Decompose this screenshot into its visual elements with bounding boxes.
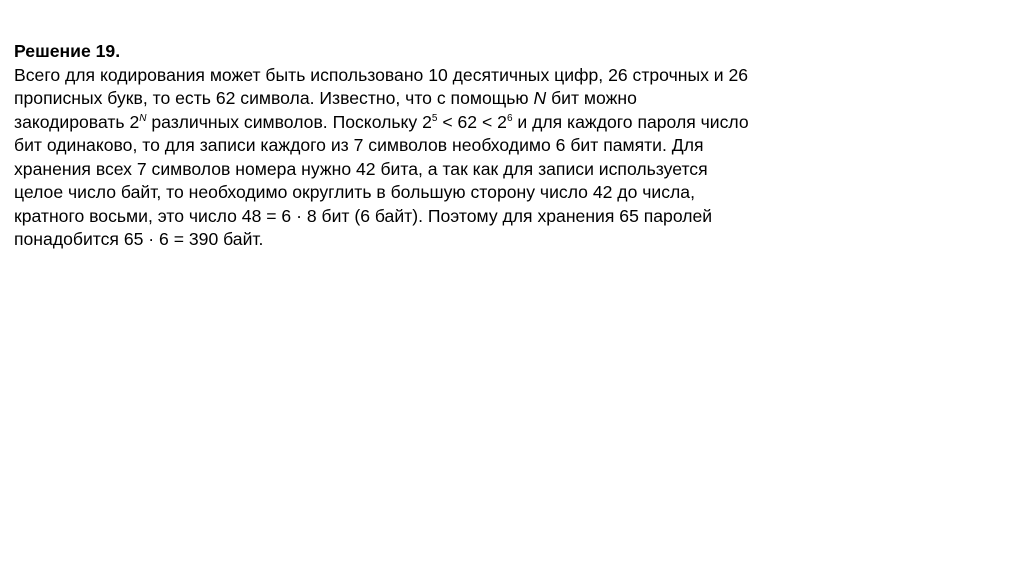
solution-line (14, 111, 894, 135)
solution-body (14, 64, 894, 252)
text-run: различных символов. Поскольку 2 (146, 111, 432, 132)
text-run: закодировать 2 (14, 111, 140, 132)
text-run: бит можно (546, 88, 637, 108)
solution-text-block (14, 40, 894, 252)
text-run: понадобится 65 · 6 = 390 байт. (14, 229, 264, 249)
superscript-exponent: N (139, 112, 147, 124)
text-run: прописных букв, то есть 62 символа. Известно, что с помощью (14, 88, 534, 108)
italic-variable: N (533, 88, 547, 108)
solution-line (14, 205, 894, 229)
superscript-exponent: 6 (506, 112, 513, 124)
text-run: и для каждого пароля число (512, 111, 749, 132)
text-run: бит одинаково, то для записи каждого из 7 символов необходимо 6 бит памяти. Для (14, 135, 704, 155)
solution-line (14, 158, 894, 182)
text-run: хранения всех 7 символов номера нужно 42 бита, а так как для записи используется (14, 158, 708, 179)
solution-line (14, 87, 894, 111)
solution-title: Решение 19. (14, 41, 121, 61)
text-run: целое число байт, то необходимо округлить в большую сторону число 42 до числа, (14, 182, 695, 202)
text-run: Всего для кодирования может быть использовано 10 десятичных цифр, 26 строчных и 26 (14, 64, 749, 85)
solution-line (14, 228, 894, 252)
solution-line (14, 64, 894, 88)
solution-line (14, 134, 894, 158)
text-run: < 62 < 2 (437, 111, 507, 132)
text-run: кратного восьми, это число 48 = 6 · 8 бит (6 байт). Поэтому для хранения 65 паролей (14, 205, 713, 226)
superscript-exponent: 5 (431, 112, 438, 124)
solution-line (14, 181, 894, 205)
